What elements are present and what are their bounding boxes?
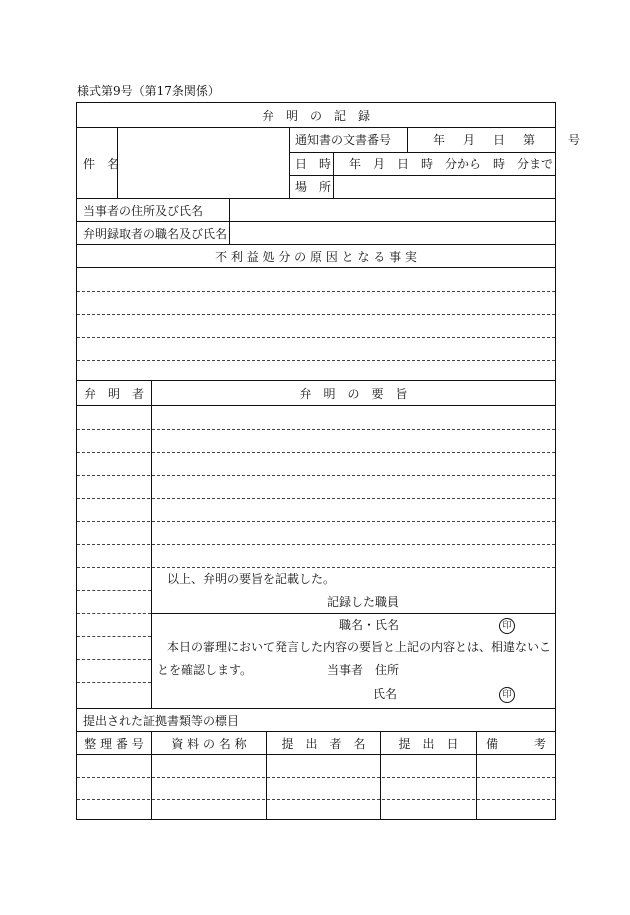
stmt-recorded: 以上、弁明の要旨を記載した。 bbox=[167, 572, 336, 586]
party-seal-icon: 印 bbox=[499, 687, 515, 703]
staff-seal-icon: 印 bbox=[499, 618, 515, 634]
facts-heading-row bbox=[77, 244, 555, 267]
party-label: 当事者の住所及び氏名 bbox=[83, 203, 204, 218]
col-remarks: 備 考 bbox=[476, 732, 555, 754]
summary-heading: 弁 明 の 要 旨 bbox=[151, 381, 555, 405]
recorder-field[interactable] bbox=[229, 222, 555, 244]
speaker-label: 弁 明 者 bbox=[83, 386, 144, 401]
form-title: 弁 明 の 記 録 bbox=[261, 108, 370, 123]
recorded-staff: 記録した職員 bbox=[327, 595, 400, 609]
case-block bbox=[77, 127, 584, 198]
recorder-row bbox=[77, 221, 555, 244]
confirm-line-2: とを確認します。 bbox=[157, 663, 253, 677]
notice-no-label: 通知書の文書番号 bbox=[295, 133, 392, 147]
case-field[interactable] bbox=[117, 128, 289, 198]
col-submit-date: 提 出 日 bbox=[380, 732, 476, 754]
case-label: 件 名 bbox=[83, 156, 120, 171]
staff-name-label: 職名・氏名 bbox=[339, 618, 400, 632]
col-doc-name: 資 料 の 名 称 bbox=[151, 732, 266, 754]
evidence-header-row bbox=[77, 731, 555, 754]
form-code: 様式第9号（第17条関係） bbox=[77, 84, 220, 98]
summary-area[interactable] bbox=[77, 405, 555, 708]
col-ref-no: 整 理 番 号 bbox=[84, 736, 144, 751]
party-row bbox=[77, 198, 555, 221]
title-row bbox=[77, 103, 555, 127]
evidence-heading: 提出された証拠書類等の標目 bbox=[83, 713, 240, 728]
party-field[interactable] bbox=[229, 199, 555, 221]
facts-heading: 不 利 益 処 分 の 原 因 と な る 事 実 bbox=[215, 249, 417, 264]
datetime-label: 日 時 bbox=[295, 157, 332, 171]
facts-area[interactable] bbox=[77, 267, 555, 380]
col-submitter: 提 出 者 名 bbox=[266, 732, 380, 754]
record-form bbox=[76, 102, 584, 820]
place-label: 場 所 bbox=[295, 180, 332, 194]
party-name-label: 氏名 bbox=[373, 687, 398, 701]
datetime-value[interactable]: 年 月 日 時 分から 時 分まで bbox=[349, 157, 554, 171]
evidence-rows[interactable] bbox=[77, 754, 555, 819]
recorder-label: 弁明録取者の職名及び氏名 bbox=[83, 226, 228, 241]
confirm-line-1: 本日の審理において発言した内容の要旨と上記の内容とは、相違ないこ bbox=[167, 640, 552, 654]
notice-no-value[interactable]: 年 月 日 第 号 bbox=[433, 133, 584, 147]
party-address-label: 当事者 住所 bbox=[327, 663, 400, 677]
place-field[interactable] bbox=[333, 175, 555, 198]
summary-heading-row bbox=[77, 380, 555, 405]
evidence-heading-row bbox=[77, 708, 555, 731]
